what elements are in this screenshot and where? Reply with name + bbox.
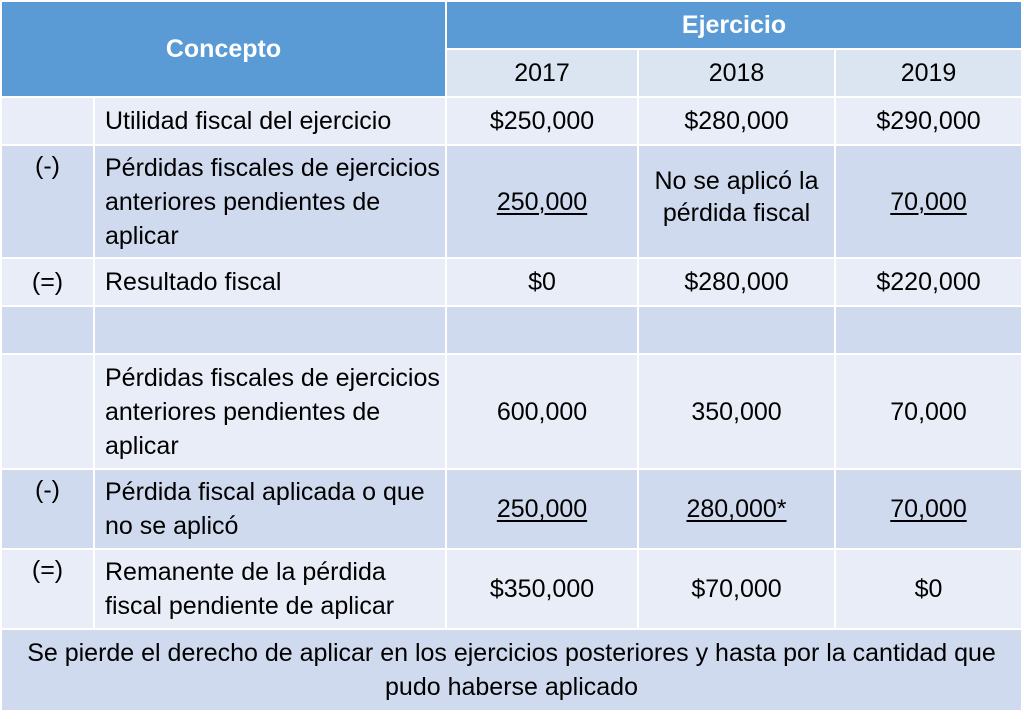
year-header-2017: 2017 <box>446 49 638 97</box>
value-2018: 350,000 <box>638 354 835 469</box>
row-concept: Resultado fiscal <box>94 258 446 306</box>
value-2017 <box>446 145 638 258</box>
value-2018 <box>638 306 835 354</box>
value-2019: 70,000 <box>835 354 1022 469</box>
value-2019 <box>835 145 1022 258</box>
value-2017: 600,000 <box>446 354 638 469</box>
value-2018: $70,000 <box>638 549 835 629</box>
value-2018: $280,000 <box>638 97 835 145</box>
value-2018: $280,000 <box>638 258 835 306</box>
underlined-value: 250,000 <box>496 495 588 523</box>
value-2017 <box>446 469 638 549</box>
year-header-2018: 2018 <box>638 49 835 97</box>
year-header-2019: 2019 <box>835 49 1022 97</box>
table-row <box>1 145 1022 258</box>
row-concept: Pérdidas fiscales de ejercicios anteriores pendientes de aplicar <box>94 145 446 258</box>
row-sign: (=) <box>1 549 94 629</box>
row-sign <box>1 306 94 354</box>
row-sign: (-) <box>1 145 94 258</box>
underlined-value: 70,000 <box>890 495 967 523</box>
table-row <box>1 258 1022 306</box>
exercise-header: Ejercicio <box>446 1 1022 49</box>
value-2019 <box>835 469 1022 549</box>
value-2019: $220,000 <box>835 258 1022 306</box>
underlined-value: 70,000 <box>890 187 967 216</box>
table-row <box>1 469 1022 549</box>
value-2019 <box>835 306 1022 354</box>
value-2018: No se aplicó la pérdida fiscal <box>638 145 835 258</box>
value-2019: $290,000 <box>835 97 1022 145</box>
value-2017: $0 <box>446 258 638 306</box>
value-2017: $350,000 <box>446 549 638 629</box>
row-sign: (-) <box>1 469 94 549</box>
row-sign <box>1 354 94 469</box>
table-row <box>1 354 1022 469</box>
row-concept: Pérdida fiscal aplicada o que no se aplicó <box>94 469 446 549</box>
row-sign <box>1 97 94 145</box>
concept-header: Concepto <box>1 1 446 97</box>
row-sign: (=) <box>1 258 94 306</box>
table-row <box>1 97 1022 145</box>
underlined-value: 280,000* <box>686 495 787 523</box>
value-2017: $250,000 <box>446 97 638 145</box>
empty-separator-row <box>1 306 1022 354</box>
row-concept: Pérdidas fiscales de ejercicios anteriores pendientes de aplicar <box>94 354 446 469</box>
underlined-value: 250,000 <box>496 187 588 216</box>
row-concept: Remanente de la pérdida fiscal pendiente de aplicar <box>94 549 446 629</box>
row-concept: Utilidad fiscal del ejercicio <box>94 97 446 145</box>
row-concept <box>94 306 446 354</box>
value-2017 <box>446 306 638 354</box>
value-2018 <box>638 469 835 549</box>
footer-note: Se pierde el derecho de aplicar en los ejercicios posteriores y hasta por la cantidad que pudo haberse aplicado <box>1 629 1022 711</box>
value-2019: $0 <box>835 549 1022 629</box>
table-row <box>1 549 1022 629</box>
